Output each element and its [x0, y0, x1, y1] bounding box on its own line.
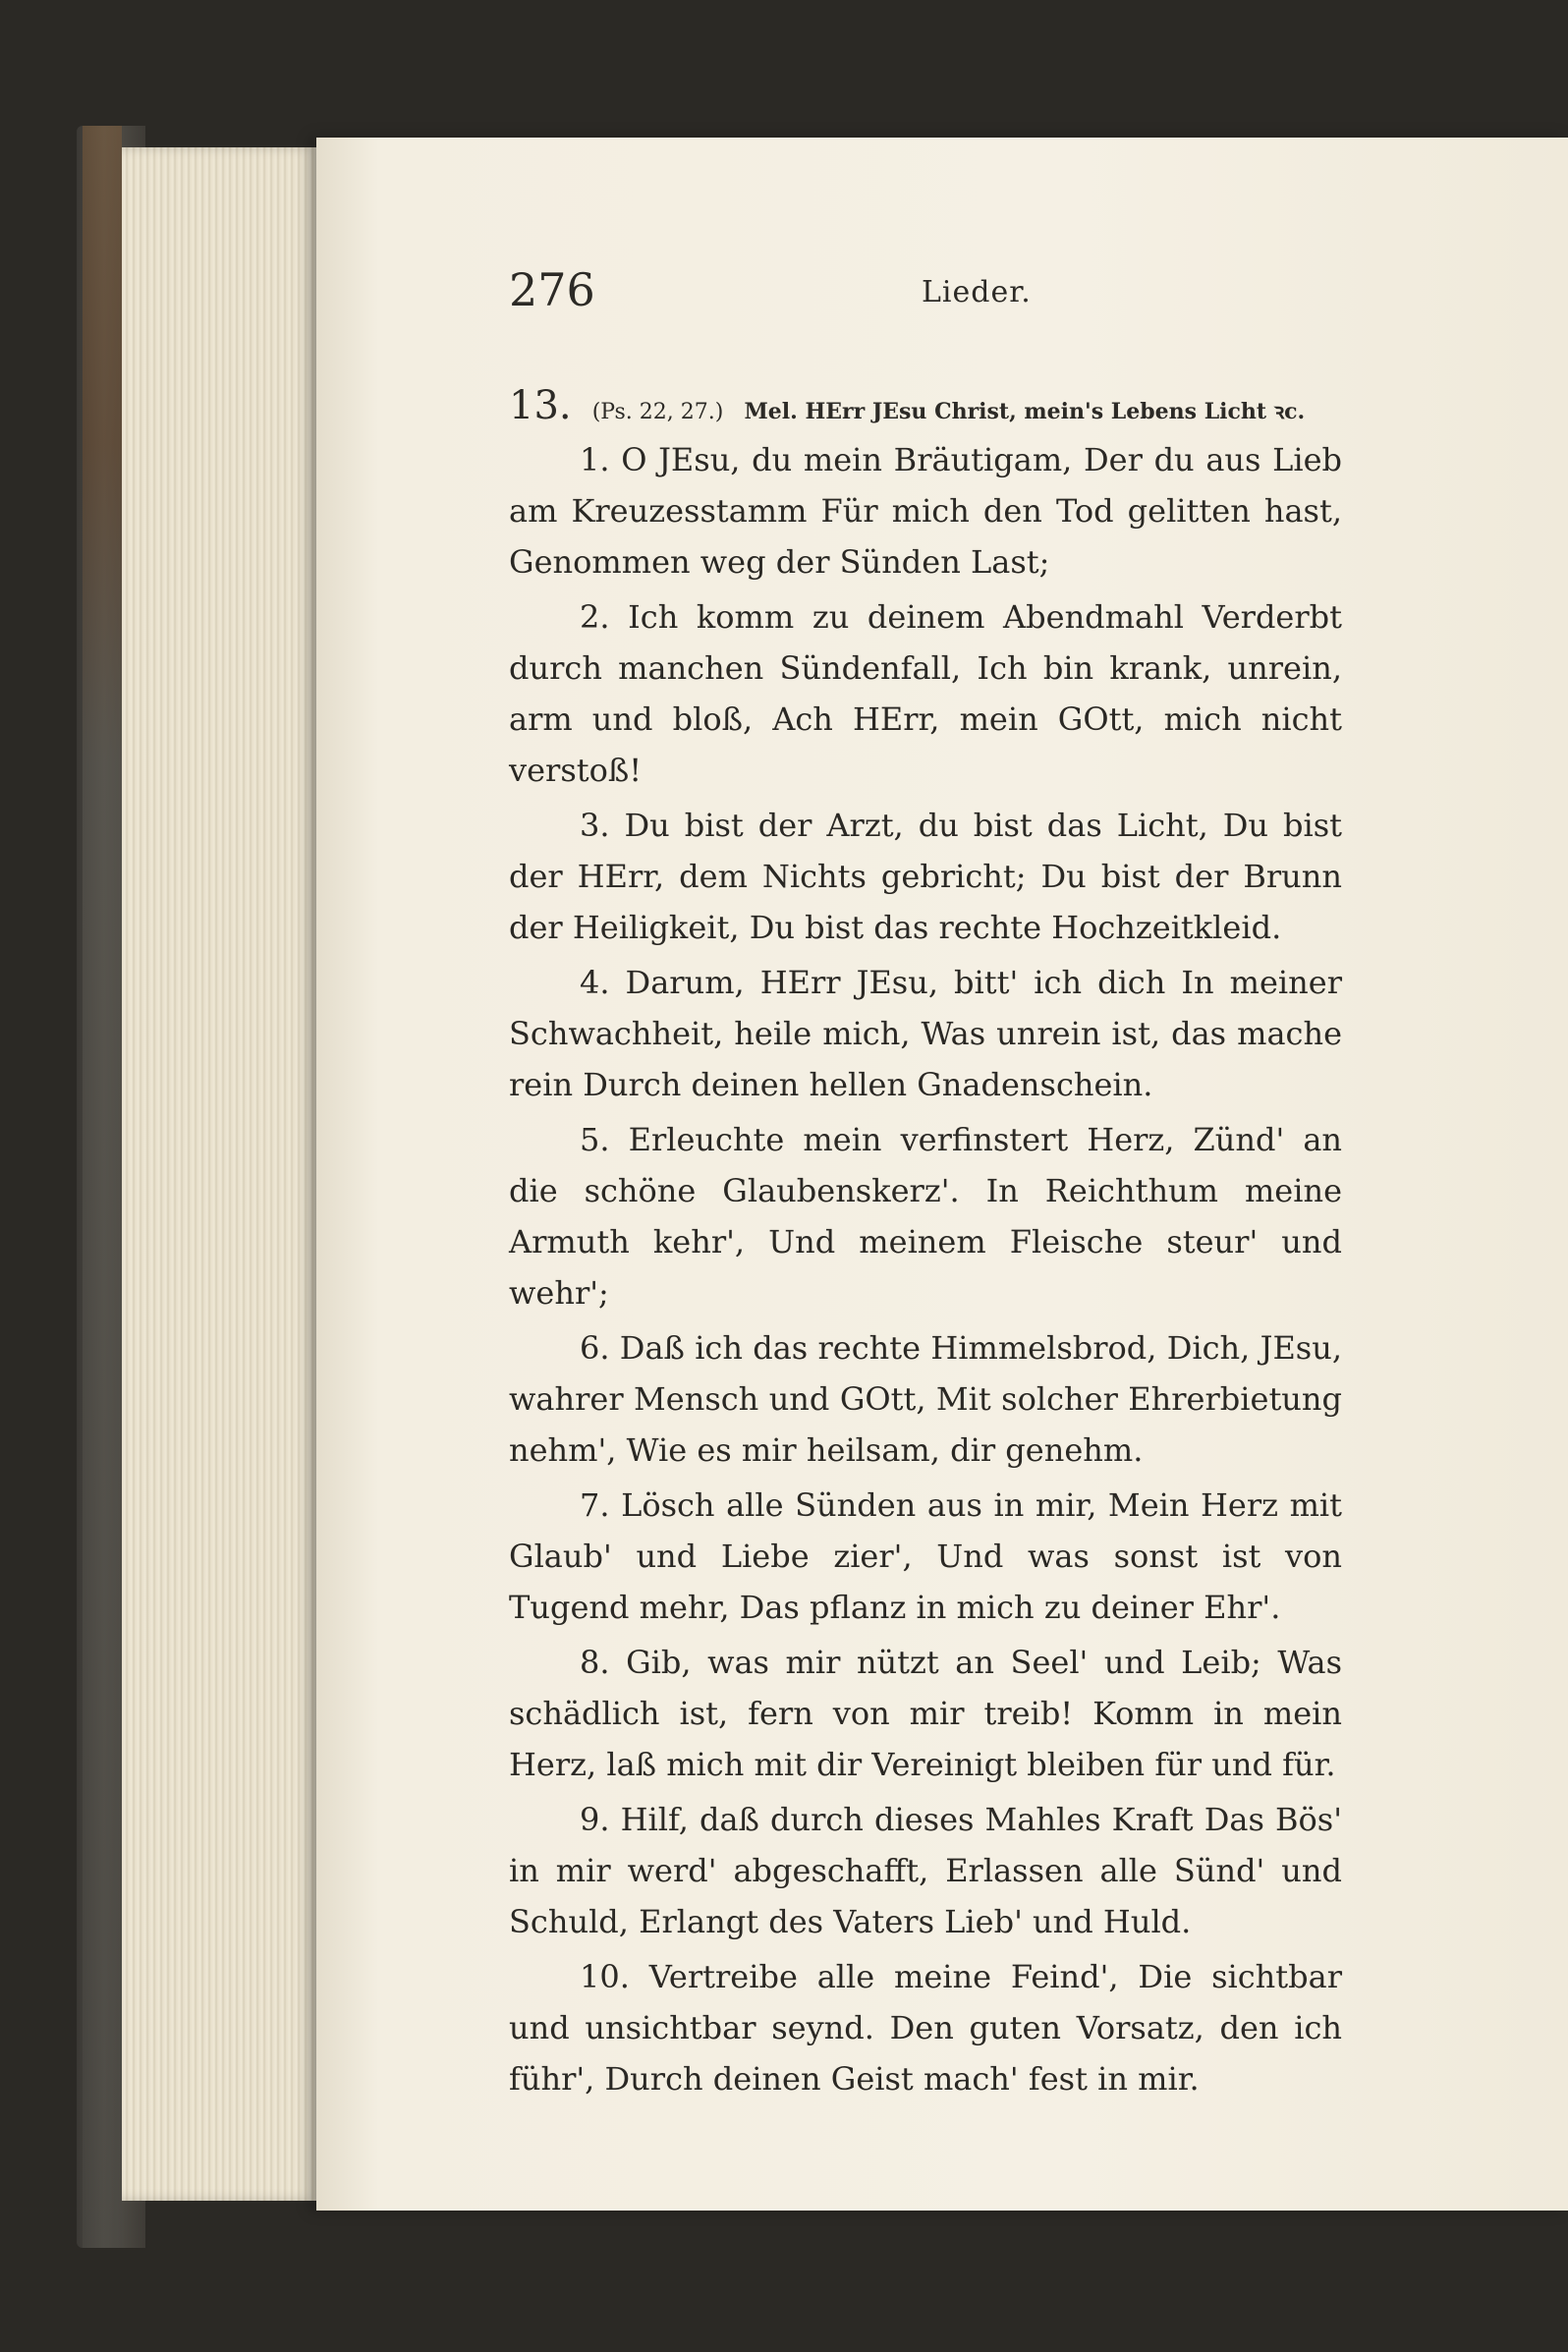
verse: 10. Vertreibe alle meine Feind', Die sichtbar und unsichtbar seynd. Den guten Vorsatz, den ich führ', Durch deinen Geist mach' fest in mir. [509, 1958, 1342, 2098]
verse: 3. Du bist der Arzt, du bist das Licht, Du bist der HErr, dem Nichts gebricht; Du bist der Brunn der Heiligkeit, Du bist das rechte Hochzeitkleid. [509, 807, 1342, 946]
hymn-psalm-reference: (Ps. 22, 27.) [591, 400, 724, 424]
verse: 2. Ich komm zu deinem Abendmahl Verderbt durch manchen Sündenfall, Ich bin krank, unrein, arm und bloß, Ach HErr, mein GOtt, mich nicht verstoß! [509, 598, 1342, 789]
verse: 5. Erleuchte mein verfinstert Herz, Zünd' an die schöne Glaubenskerz'. In Reichthum meine Armuth kehr', Und meinem Fleische steur' und wehr'; [509, 1121, 1342, 1312]
page-header [509, 263, 1354, 322]
verse: 4. Darum, HErr JEsu, bitt' ich dich In meiner Schwachheit, heile mich, Was unrein ist, das mache rein Durch deinen hellen Gnadenschein. [509, 964, 1342, 1103]
hymn-text [509, 434, 1342, 2108]
verse: 8. Gib, was mir nützt an Seel' und Leib; Was schädlich ist, fern von mir treib! Komm in mein Herz, laß mich mit dir Vereinigt bleiben für und für. [509, 1644, 1342, 1783]
verse: 1. O JEsu, du mein Bräutigam, Der du aus Lieb am Kreuzesstamm Für mich den Tod gelitten hast, Genommen weg der Sünden Last; [509, 441, 1342, 581]
hymn-number: 13. [509, 383, 572, 428]
hymn-melody: Mel. HErr JEsu Christ, mein's Lebens Licht ꝛc. [744, 399, 1306, 424]
verse: 6. Daß ich das rechte Himmelsbrod, Dich, JEsu, wahrer Mensch und GOtt, Mit solcher Ehrerbietung nehm', Wie es mir heilsam, dir genehm. [509, 1329, 1342, 1469]
running-head: Lieder. [922, 275, 1032, 309]
verse: 9. Hilf, daß durch dieses Mahles Kraft Das Bös' in mir werd' abgeschafft, Erlassen alle Sünd' und Schuld, Erlangt des Vaters Lieb' und Huld. [509, 1801, 1342, 1940]
page-edges [122, 147, 318, 2201]
page-number: 276 [509, 263, 595, 316]
book-page [316, 138, 1568, 2211]
hymn-heading [509, 383, 1354, 438]
book-cover-edge [83, 126, 122, 2248]
verse: 7. Lösch alle Sünden aus in mir, Mein Herz mit Glaub' und Liebe zier', Und was sonst ist von Tugend mehr, Das pflanz in mich zu deiner Ehr'. [509, 1486, 1342, 1626]
